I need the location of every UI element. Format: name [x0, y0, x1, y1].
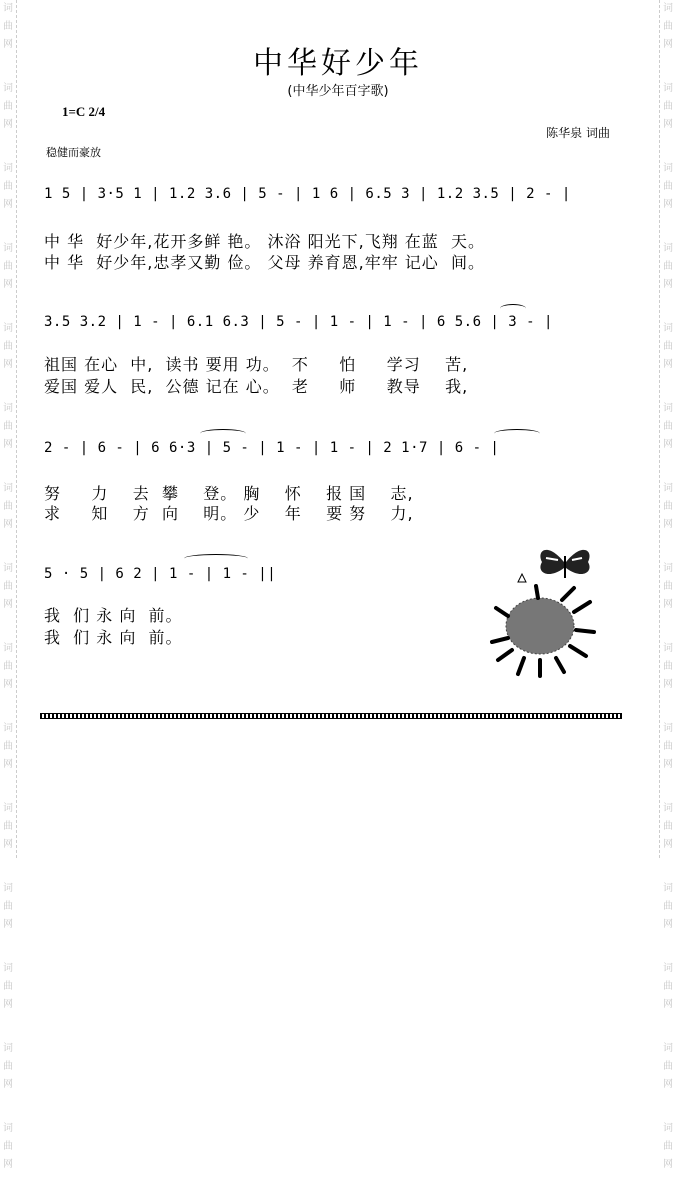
- watermark-char: 网: [663, 599, 673, 610]
- watermark-char: 词: [3, 963, 13, 974]
- watermark-char: 曲: [3, 741, 13, 752]
- watermark-char: 词: [3, 243, 13, 254]
- watermark-char: 曲: [3, 1141, 13, 1152]
- watermark-char: 词: [3, 803, 13, 814]
- watermark-char: 曲: [663, 261, 673, 272]
- watermark-char: 网: [663, 119, 673, 130]
- watermark-char: 曲: [3, 661, 13, 672]
- watermark-gap: [0, 534, 16, 560]
- watermark-char: 网: [663, 199, 673, 210]
- watermark-gap: [660, 134, 676, 160]
- watermark-char: 曲: [3, 901, 13, 912]
- watermark-gap: [0, 614, 16, 640]
- song-subtitle: (中华少年百字歌): [287, 84, 389, 99]
- butterfly-sun-illustration: [478, 542, 608, 682]
- lyric-line-1a: 中 华 好少年,花开多鲜 艳。 沐浴 阳光下,飞翔 在蓝 天。: [44, 232, 485, 251]
- watermark-gap: [660, 294, 676, 320]
- notes-line-1: 1 5 | 3·5 1 | 1.2 3.6 | 5 - | 1 6 | 6.5 3 | 1.2 3.5 | 2 - |: [44, 186, 571, 202]
- watermark-char: 网: [3, 839, 13, 850]
- watermark-char: 曲: [663, 1141, 673, 1152]
- watermark-char: 曲: [663, 741, 673, 752]
- watermark-gap: [660, 1174, 676, 1200]
- watermark-char: 曲: [3, 501, 13, 512]
- watermark-char: 词: [663, 883, 673, 894]
- lyric-line-2a: 祖国 在心 中, 读书 要用 功。 不 怕 学习 苦,: [44, 355, 469, 374]
- notes-line-2: 3.5 3.2 | 1 - | 6.1 6.3 | 5 - | 1 - | 1 - | 6 5.6 | 3 - |: [44, 314, 553, 330]
- watermark-gap: [660, 694, 676, 720]
- watermark-char: 网: [663, 1079, 673, 1090]
- watermark-char: 词: [663, 803, 673, 814]
- watermark-gap: [660, 1094, 676, 1120]
- watermark-char: 词: [663, 243, 673, 254]
- watermark-char: 词: [3, 163, 13, 174]
- slur-mark: [500, 304, 526, 313]
- lyric-line-3b: 求 知 方 向 明。 少 年 要 努 力,: [44, 504, 414, 523]
- watermark-char: 曲: [663, 661, 673, 672]
- watermark-char: 曲: [663, 1061, 673, 1072]
- watermark-char: 网: [3, 919, 13, 930]
- watermark-char: 词: [3, 483, 13, 494]
- watermark-char: 词: [663, 563, 673, 574]
- watermark-char: 网: [663, 679, 673, 690]
- tempo-marking: 稳健而豪放: [46, 146, 101, 159]
- watermark-char: 曲: [3, 181, 13, 192]
- watermark-gap: [660, 1014, 676, 1040]
- watermark-char: 网: [3, 39, 13, 50]
- watermark-char: 曲: [3, 341, 13, 352]
- watermark-gap: [0, 774, 16, 800]
- watermark-char: 曲: [3, 981, 13, 992]
- watermark-char: 词: [3, 883, 13, 894]
- watermark-char: 曲: [663, 421, 673, 432]
- watermark-char: 网: [3, 1159, 13, 1170]
- watermark-gap: [0, 294, 16, 320]
- watermark-char: 网: [3, 759, 13, 770]
- watermark-gap: [0, 134, 16, 160]
- watermark-char: 网: [3, 279, 13, 290]
- watermark-char: 词: [663, 963, 673, 974]
- watermark-char: 词: [663, 323, 673, 334]
- watermark-char: 曲: [663, 901, 673, 912]
- watermark-char: 词: [3, 403, 13, 414]
- watermark-gap: [0, 934, 16, 960]
- watermark-char: 曲: [663, 101, 673, 112]
- watermark-char: 词: [663, 483, 673, 494]
- watermark-char: 词: [3, 1043, 13, 1054]
- watermark-char: 网: [3, 999, 13, 1010]
- watermark-char: 词: [663, 83, 673, 94]
- watermark-char: 网: [663, 39, 673, 50]
- watermark-gap: [660, 614, 676, 640]
- watermark-char: 词: [663, 1043, 673, 1054]
- watermark-gap: [660, 534, 676, 560]
- watermark-gap: [0, 454, 16, 480]
- watermark-char: 曲: [3, 421, 13, 432]
- watermark-gap: [0, 694, 16, 720]
- lyric-line-1b: 中 华 好少年,忠孝又勤 俭。 父母 养育恩,牢牢 记心 间。: [44, 253, 485, 272]
- watermark-char: 网: [663, 999, 673, 1010]
- key-time-signature: 1=C 2/4: [62, 104, 106, 119]
- watermark-gap: [0, 1014, 16, 1040]
- watermark-gap: [660, 374, 676, 400]
- watermark-char: 词: [3, 1123, 13, 1134]
- sun-icon: [492, 586, 594, 676]
- watermark-char: 曲: [663, 581, 673, 592]
- watermark-char: 词: [3, 323, 13, 334]
- lyric-line-2b: 爱国 爱人 民, 公德 记在 心。 老 师 教导 我,: [44, 377, 469, 396]
- watermark-gap: [0, 1094, 16, 1120]
- watermark-char: 网: [663, 759, 673, 770]
- slur-mark: [184, 554, 248, 563]
- watermark-char: 词: [3, 563, 13, 574]
- notes-line-4: 5 · 5 | 6 2 | 1 - | 1 - ||: [44, 566, 277, 582]
- lyric-line-4b: 我 们 永 向 前。: [44, 628, 183, 647]
- watermark-char: 曲: [3, 581, 13, 592]
- watermark-char: 词: [3, 3, 13, 14]
- credit: 陈华泉 词曲: [546, 126, 610, 140]
- watermark-char: 曲: [3, 821, 13, 832]
- watermark-strip-left: [0, 0, 17, 1170]
- watermark-char: 词: [663, 643, 673, 654]
- watermark-char: 词: [663, 163, 673, 174]
- watermark-char: 曲: [3, 1061, 13, 1072]
- watermark-char: 词: [663, 3, 673, 14]
- watermark-char: 网: [3, 599, 13, 610]
- watermark-char: 网: [3, 119, 13, 130]
- watermark-char: 网: [3, 359, 13, 370]
- watermark-gap: [660, 214, 676, 240]
- watermark-gap: [0, 1174, 16, 1200]
- watermark-gap: [0, 374, 16, 400]
- watermark-char: 曲: [3, 261, 13, 272]
- notes-line-3: 2 - | 6 - | 6 6·3 | 5 - | 1 - | 1 - | 2 1·7 | 6 - |: [44, 440, 500, 456]
- watermark-gap: [660, 854, 676, 880]
- watermark-gap: [0, 854, 16, 880]
- watermark-char: 网: [663, 359, 673, 370]
- watermark-char: 网: [663, 519, 673, 530]
- watermark-char: 网: [663, 439, 673, 450]
- watermark-char: 曲: [663, 821, 673, 832]
- watermark-char: 曲: [663, 501, 673, 512]
- watermark-char: 网: [663, 279, 673, 290]
- watermark-char: 曲: [3, 21, 13, 32]
- watermark-strip-right: [659, 0, 676, 1170]
- watermark-char: 网: [3, 1079, 13, 1090]
- slur-mark: [494, 429, 540, 438]
- watermark-gap: [660, 454, 676, 480]
- watermark-gap: [0, 214, 16, 240]
- watermark-char: 词: [663, 403, 673, 414]
- watermark-char: 词: [3, 723, 13, 734]
- watermark-char: 曲: [663, 181, 673, 192]
- butterfly-icon: [540, 550, 589, 578]
- watermark-char: 网: [663, 839, 673, 850]
- watermark-char: 网: [3, 199, 13, 210]
- lyric-line-4a: 我 们 永 向 前。: [44, 606, 183, 625]
- watermark-char: 网: [663, 919, 673, 930]
- footer-rule: [40, 713, 622, 719]
- watermark-char: 网: [3, 679, 13, 690]
- watermark-char: 曲: [663, 21, 673, 32]
- watermark-char: 曲: [663, 981, 673, 992]
- watermark-char: 词: [663, 1123, 673, 1134]
- watermark-char: 网: [663, 1159, 673, 1170]
- watermark-char: 网: [3, 519, 13, 530]
- watermark-gap: [660, 774, 676, 800]
- watermark-char: 词: [3, 643, 13, 654]
- watermark-char: 词: [663, 723, 673, 734]
- watermark-char: 网: [3, 439, 13, 450]
- watermark-char: 词: [3, 83, 13, 94]
- watermark-char: 曲: [3, 101, 13, 112]
- watermark-gap: [660, 934, 676, 960]
- lyric-line-3a: 努 力 去 攀 登。 胸 怀 报 国 志,: [44, 484, 414, 503]
- slur-mark: [200, 429, 246, 438]
- song-title: 中华好少年: [253, 46, 423, 81]
- watermark-char: 曲: [663, 341, 673, 352]
